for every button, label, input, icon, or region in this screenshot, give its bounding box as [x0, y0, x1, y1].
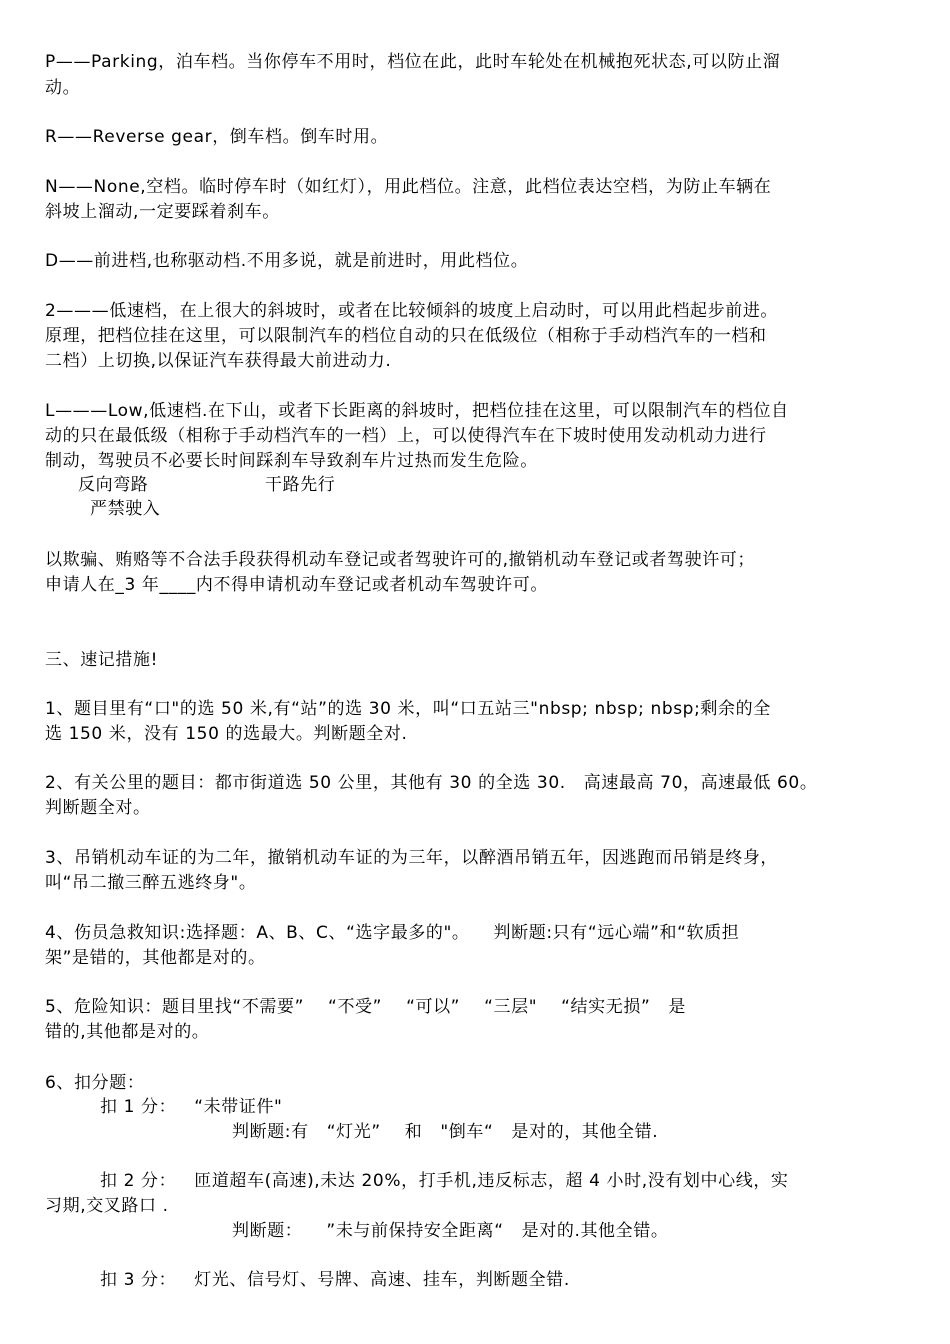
item6-title: 6、扣分题： [45, 1073, 145, 1093]
item5-line-1: 5、危险知识：题目里找“不需要” “不受” “可以” “三层" “结实无损” 是 [45, 997, 686, 1017]
item6-two-point-judge: 判断题： ”未与前保持安全距离“ 是对的.其他全错。 [232, 1221, 669, 1241]
sign-main-road-priority: 干路先行 [265, 475, 336, 495]
item3-line-1: 3、吊销机动车证的为二年，撤销机动车证的为三年，以醉酒吊销五年，因逃跑而吊销是终身， [45, 848, 779, 868]
item1-line-1: 1、题目里有“口"的选 50 米,有“站”的选 30 米，叫“口五站三"nbsp; nbsp; nbsp;剩余的全 [45, 699, 771, 719]
gear-l-line-2: 动的只在最低级（相称于手动档汽车的一档）上，可以使得汽车在下坡时使用发动机动力进行 [45, 426, 767, 446]
item3-line-2: 叫“吊二撤三醉五逃终身"。 [45, 873, 257, 893]
item2-line-1: 2、有关公里的题目：都市街道选 50 公里，其他有 30 的全选 30. 高速最高 70，高速最低 60。 [45, 773, 818, 793]
sign-reverse-curve: 反向弯路 [78, 475, 149, 495]
gear-l-line-3: 制动，驾驶员不必要长时间踩刹车导致刹车片过热而发生危险。 [45, 451, 538, 471]
item6-three-point: 扣 3 分： 灯光、信号灯、号牌、高速、挂车，判断题全错. [100, 1270, 570, 1290]
gear-p-line-2: 动。 [45, 78, 81, 98]
item6-two-point-line-1: 扣 2 分： 匝道超车(高速),未达 20%，打手机,违反标志，超 4 小时,没有划中心线，实 [100, 1171, 789, 1191]
item1-line-2: 选 150 米，没有 150 的选最大。判断题全对. [45, 724, 408, 744]
gear-r-line: R——Reverse gear，倒车档。倒车时用。 [45, 127, 389, 147]
fraud-rule-line-2: 申请人在_3 年____内不得申请机动车登记或者机动车驾驶许可。 [45, 575, 548, 595]
sign-no-entry: 严禁驶入 [90, 499, 161, 519]
item6-one-point-judge: 判断题:有 “灯光” 和 "倒车“ 是对的，其他全错. [232, 1122, 659, 1142]
item5-line-2: 错的,其他都是对的。 [45, 1022, 210, 1042]
section3-heading: 三、速记措施! [45, 650, 159, 670]
gear-2-line-3: 二档）上切换,以保证汽车获得最大前进动力. [45, 351, 392, 371]
item6-two-point-line-2: 习期,交叉路口 . [45, 1196, 169, 1216]
gear-2-line-1: 2———低速档，在上很大的斜坡时，或者在比较倾斜的坡度上启动时，可以用此档起步前进。 [45, 301, 779, 321]
item6-one-point: 扣 1 分： “未带证件" [100, 1097, 283, 1117]
gear-d-line: D——前进档,也称驱动档.不用多说，就是前进时，用此档位。 [45, 251, 529, 271]
gear-l-line-1: L———Low,低速档.在下山，或者下长距离的斜坡时，把档位挂在这里，可以限制汽车的档位自 [45, 401, 789, 421]
gear-p-line-1: P——Parking，泊车档。当你停车不用时，档位在此，此时车轮处在机械抱死状态,可以防止溜 [45, 52, 781, 72]
gear-2-line-2: 原理，把档位挂在这里，可以限制汽车的档位自动的只在低级位（相称于手动档汽车的一档和 [45, 326, 767, 346]
item4-line-2: 架”是错的，其他都是对的。 [45, 948, 266, 968]
item4-line-1: 4、伤员急救知识:选择题：A、B、C、“选字最多的"。 判断题:只有“远心端”和“软质担 [45, 923, 740, 943]
item2-line-2: 判断题全对。 [45, 798, 151, 818]
fraud-rule-line-1: 以欺骗、贿赂等不合法手段获得机动车登记或者驾驶许可的,撤销机动车登记或者驾驶许可； [45, 550, 756, 570]
gear-n-line-2: 斜坡上溜动,一定要踩着刹车。 [45, 202, 280, 222]
gear-n-line-1: N——None,空档。临时停车时（如红灯），用此档位。注意，此档位表达空档，为防止车辆在 [45, 177, 772, 197]
